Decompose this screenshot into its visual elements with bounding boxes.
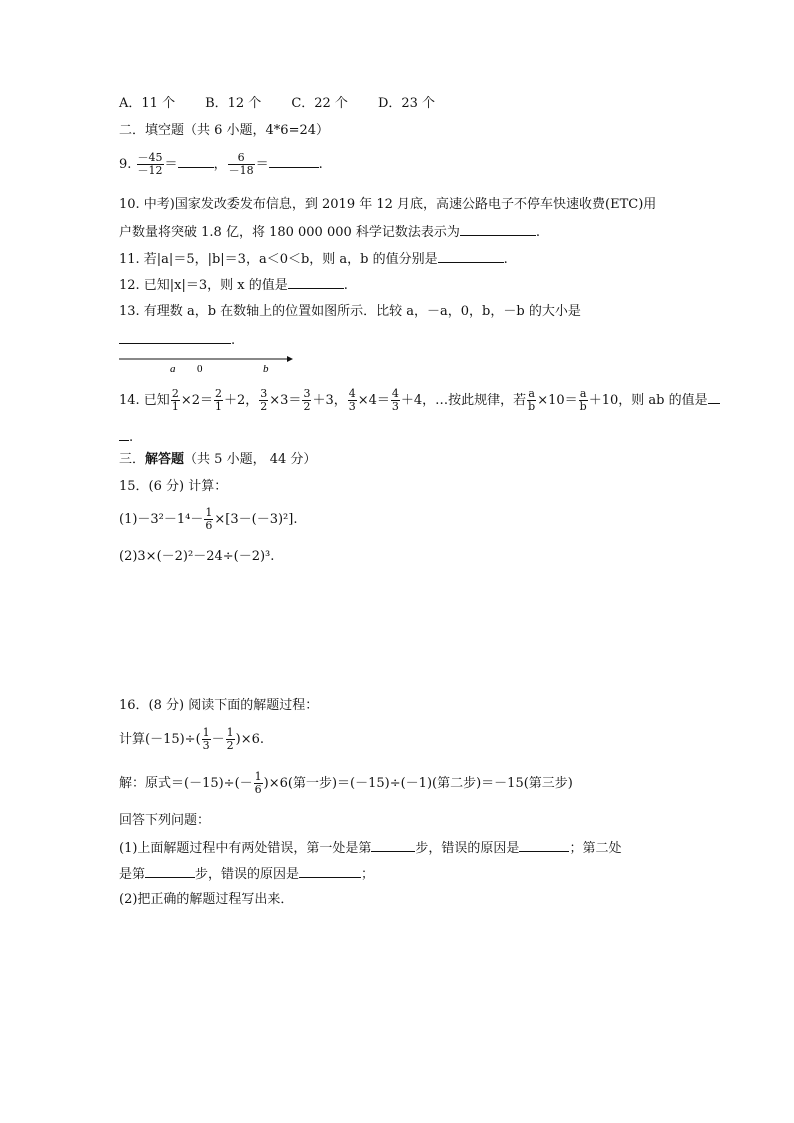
question-13-line2: .: [119, 331, 235, 350]
question-15-head: 15．(6 分) 计算：: [119, 479, 228, 494]
question-14-line2: .: [119, 428, 133, 447]
fraction: $\frac{3}{2}$: [303, 387, 311, 413]
section3-title: 三．解答题（共 5 小题， 44 分）: [119, 452, 317, 467]
question-11: 11. 若|a|＝5，|b|＝3，a＜0＜b，则 a，b 的值分别是 .: [119, 252, 508, 267]
choice-d: D．23 个: [377, 96, 436, 111]
answer-blank[interactable]: [145, 865, 195, 878]
question-16-head: 16．(8 分) 阅读下面的解题过程：: [119, 698, 319, 713]
fraction: $\frac{1}{2}$: [226, 726, 234, 752]
question-14-line1: 14. 已知 $\frac{2}{1}$ ×2＝ $\frac{2}{1}$ ＋2， $\frac{3}{2}$ ×3＝ $\frac{3}{2}$ ＋3， $\frac{4}{3}$ ×4＝ $\frac{4}{3}$ ＋4，…按此规律，若 $\frac{a}{b}$ ×10＝ $\frac{a}{b}$ ＋10，则 ab 的值是: [119, 386, 720, 416]
fraction: $\frac{-45}{-12}$: [137, 151, 163, 177]
axis-arrow: [287, 356, 293, 362]
answer-blank[interactable]: [708, 391, 720, 404]
section2-title: 二．填空题（共 6 小题，4*6=24）: [119, 123, 330, 138]
answer-blank[interactable]: [438, 250, 504, 263]
question-16-calc: 计算(－15)÷( $\frac{1}{3}$ － $\frac{1}{2}$ )×6.: [119, 726, 265, 752]
fraction: $\frac{a}{b}$: [579, 387, 587, 413]
question-10-line2: 户数量将突破 1.8 亿，将 180 000 000 科学记数法表示为 .: [119, 225, 541, 240]
question-9: 9. $\frac{-45}{-12}$ ＝ ， $\frac{6}{-18}$ ＝ .: [119, 151, 323, 177]
fraction: $\frac{a}{b}$: [528, 387, 536, 413]
answer-blank[interactable]: [178, 155, 214, 168]
question-10-line1: 10. 中考)国家发改委发布信息，到 2019 年 12 月底，高速公路电子不停车快速收费(ETC)用: [119, 197, 657, 212]
answer-blank[interactable]: [119, 331, 231, 344]
question-15-part2: (2)3×(－2)²－24÷(－2)³.: [119, 549, 275, 564]
axis-label-0: 0: [197, 363, 203, 374]
answer-blank[interactable]: [371, 839, 415, 852]
number-line: [119, 352, 299, 374]
answer-blank[interactable]: [519, 839, 569, 852]
answer-blank[interactable]: [299, 865, 361, 878]
fraction: $\frac{6}{-18}$: [228, 151, 254, 177]
fraction: $\frac{2}{1}$: [214, 387, 222, 413]
answer-blank[interactable]: [119, 428, 129, 441]
fraction: $\frac{1}{3}$: [202, 726, 210, 752]
fraction: $\frac{2}{1}$: [171, 387, 179, 413]
answer-blank[interactable]: [460, 223, 536, 236]
answer-blank[interactable]: [269, 155, 319, 168]
question-16-solution: 解：原式＝(－15)÷(－ $\frac{1}{6}$ )×6(第一步)＝(－15)÷(－1)(第二步)＝－15(第三步): [119, 770, 573, 796]
fraction: $\frac{1}{6}$: [205, 506, 213, 532]
choices-row: [119, 95, 435, 113]
fraction: $\frac{1}{6}$: [254, 770, 262, 796]
axis-label-a: a: [170, 363, 176, 374]
question-13-line1: 13. 有理数 a，b 在数轴上的位置如图所示．比较 a，－a，0，b，－b 的大小是: [119, 304, 581, 319]
question-16-ask: 回答下列问题：: [119, 813, 211, 828]
choice-c: C．22 个: [291, 96, 348, 111]
fraction: $\frac{4}{3}$: [391, 387, 399, 413]
choice-a: A．11 个: [119, 96, 176, 111]
fraction: $\frac{4}{3}$: [348, 387, 356, 413]
answer-blank[interactable]: [288, 276, 344, 289]
choice-b: B．12 个: [205, 96, 262, 111]
question-16-part1-line1: (1)上面解题过程中有两处错误，第一处是第 步，错误的原因是 ；第二处: [119, 841, 622, 856]
question-16-part2: (2)把正确的解题过程写出来．: [119, 892, 294, 907]
fraction: $\frac{3}{2}$: [260, 387, 268, 413]
axis-label-b: b: [263, 363, 269, 374]
question-16-part1-line2: 是第 步，错误的原因是 ；: [119, 867, 375, 882]
question-15-part1: (1)－3²－1⁴－ $\frac{1}{6}$ ×[3－(－3)²].: [119, 506, 298, 532]
question-12: 12. 已知|x|＝3，则 x 的值是 .: [119, 278, 348, 293]
